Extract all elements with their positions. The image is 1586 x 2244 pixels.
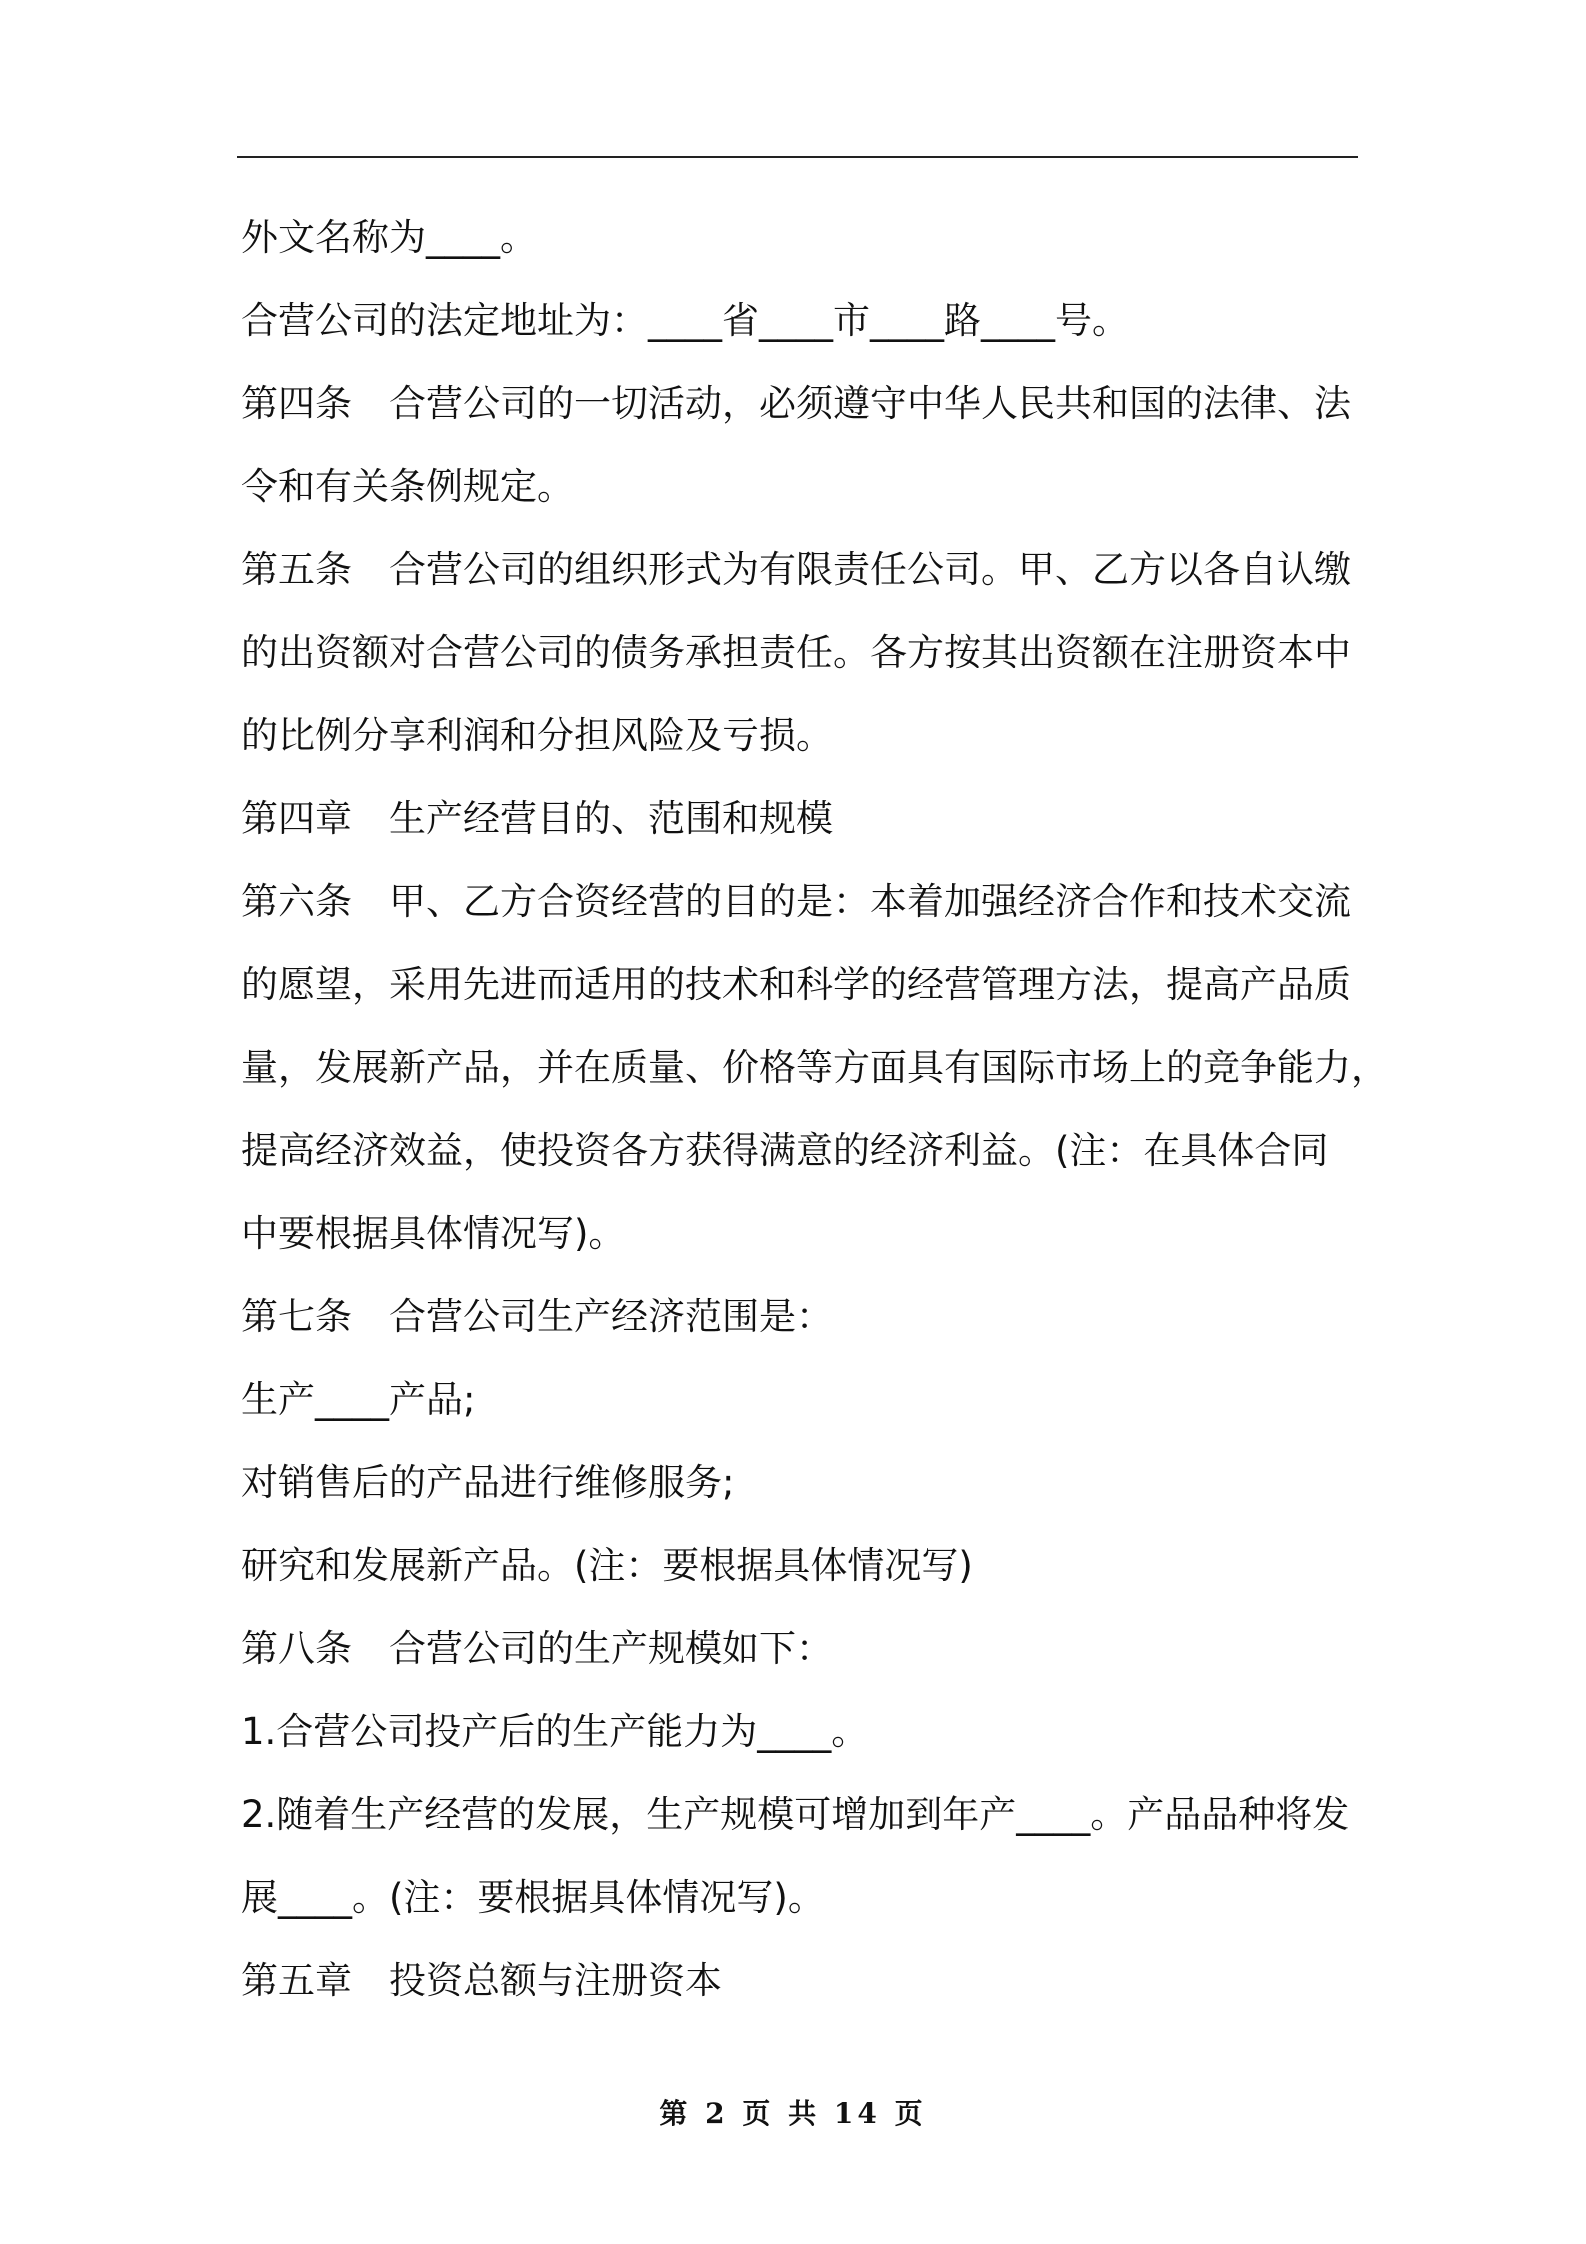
text-line: 第五条 合营公司的组织形式为有限责任公司。甲、乙方以各自认缴 <box>241 548 1351 591</box>
chapter-heading: 第五章 投资总额与注册资本 <box>241 1959 722 2002</box>
text-line: 第七条 合营公司生产经济范围是： <box>241 1295 833 1338</box>
text-line: 提高经济效益，使投资各方获得满意的经济利益。(注：在具体合同 <box>241 1129 1329 1172</box>
text-line: 的出资额对合营公司的债务承担责任。各方按其出资额在注册资本中 <box>241 631 1351 674</box>
chapter-heading: 第四章 生产经营目的、范围和规模 <box>241 797 833 840</box>
page-number-footer: 第 2 页 共 14 页 <box>659 2097 927 2130</box>
text-line: 对销售后的产品进行维修服务; <box>241 1461 735 1504</box>
text-line: 的比例分享利润和分担风险及亏损。 <box>241 714 833 757</box>
text-line: 1.合营公司投产后的生产能力为____。 <box>241 1710 869 1753</box>
text-line: 的愿望，采用先进而适用的技术和科学的经营管理方法，提高产品质 <box>241 963 1351 1006</box>
text-line: 令和有关条例规定。 <box>241 465 574 508</box>
text-line: 第六条 甲、乙方合资经营的目的是：本着加强经济合作和技术交流 <box>241 880 1351 923</box>
text-line: 合营公司的法定地址为：____省____市____路____号。 <box>241 299 1129 342</box>
text-line: 外文名称为____。 <box>241 216 537 259</box>
text-line: 2.随着生产经营的发展，生产规模可增加到年产____。产品品种将发 <box>241 1793 1350 1836</box>
text-line: 量，发展新产品，并在质量、价格等方面具有国际市场上的竞争能力， <box>241 1046 1388 1089</box>
text-line: 中要根据具体情况写)。 <box>241 1212 626 1255</box>
text-line: 研究和发展新产品。(注：要根据具体情况写) <box>241 1544 973 1587</box>
text-line: 生产____产品; <box>241 1378 476 1421</box>
document-body <box>241 196 1388 2022</box>
text-line: 第八条 合营公司的生产规模如下： <box>241 1627 833 1670</box>
text-line: 第四条 合营公司的一切活动，必须遵守中华人民共和国的法律、法 <box>241 382 1351 425</box>
text-line: 展____。(注：要根据具体情况写)。 <box>241 1876 825 1919</box>
header-rule <box>237 156 1358 158</box>
